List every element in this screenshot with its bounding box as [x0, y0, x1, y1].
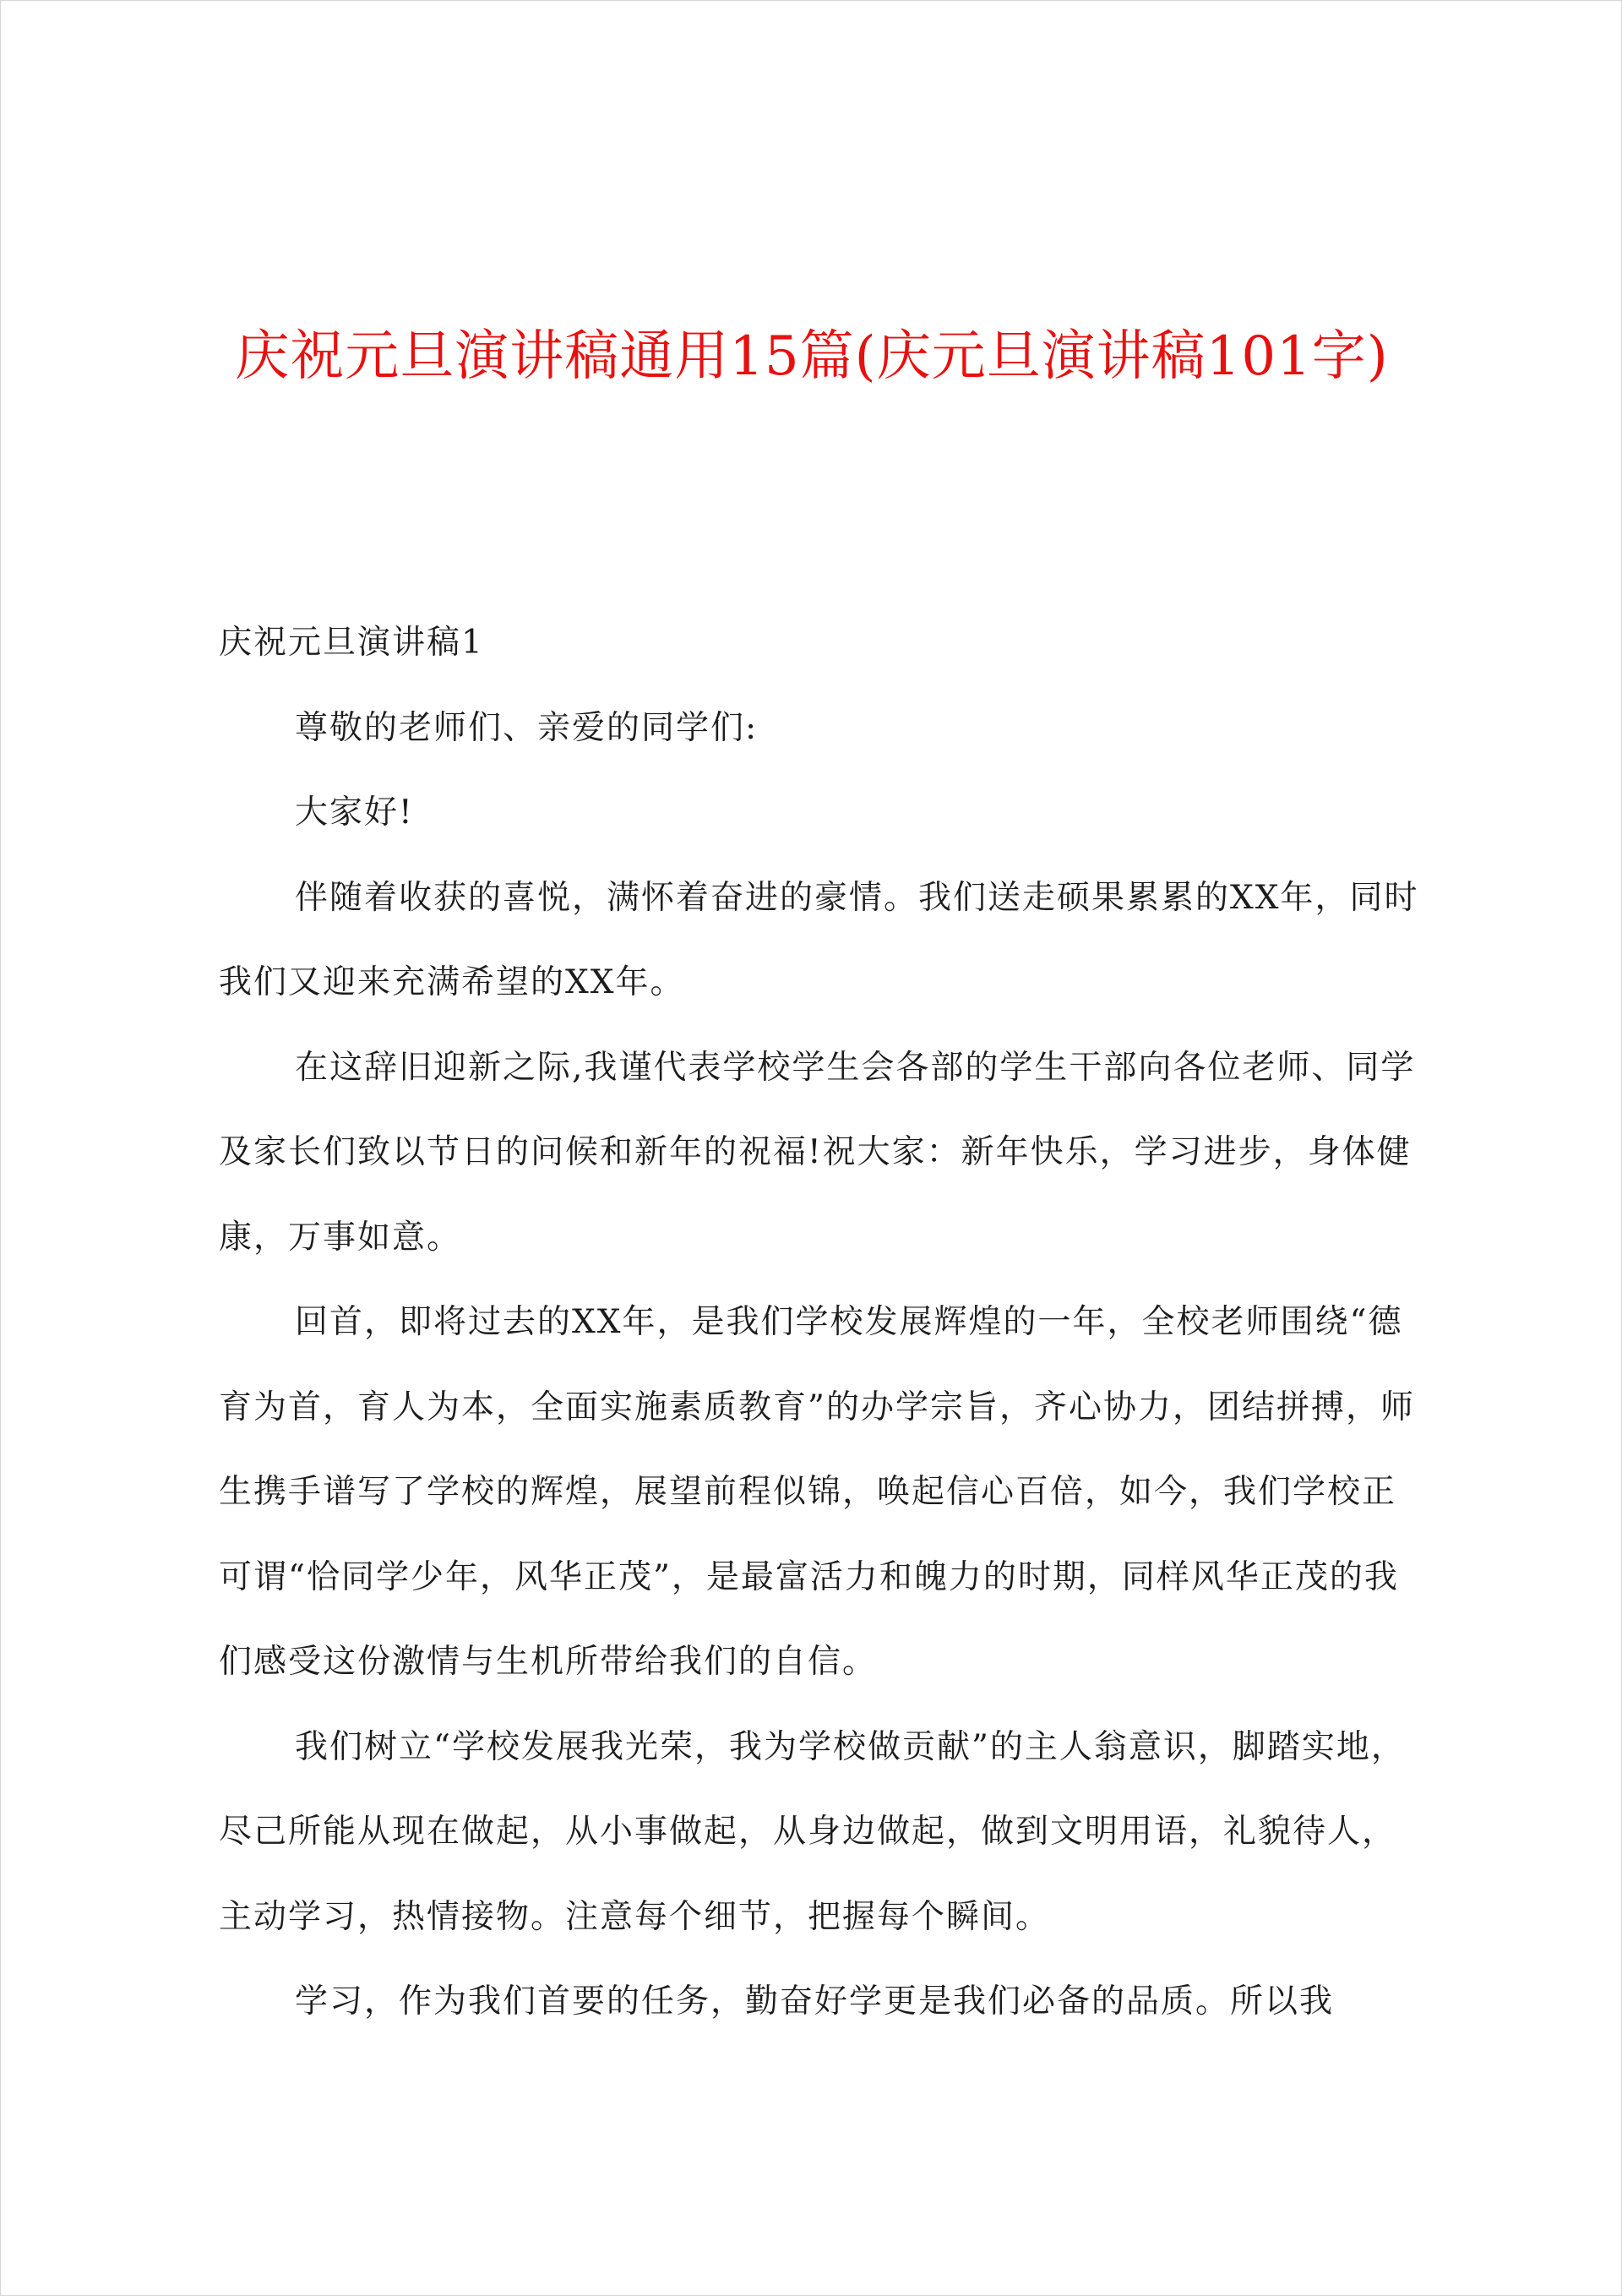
paragraph: 我们树立“学校发展我光荣，我为学校做贡献”的主人翁意识，脚踏实地，尽己所能从现在做起，从小事做起，从身边做起，做到文明用语，礼貌待人，主动学习，热情接物。注意每个细节，把握每个瞬间。	[219, 1727, 1406, 1936]
paragraph: 在这辞旧迎新之际,我谨代表学校学生会各部的学生干部向各位老师、同学及家长们致以节日的问候和新年的祝福!祝大家：新年快乐，学习进步，身体健康，万事如意。	[219, 1048, 1416, 1257]
paragraph: 回首，即将过去的XX年，是我们学校发展辉煌的一年，全校老师围绕“德育为首，育人为本，全面实施素质教育”的办学宗旨，齐心协力，团结拼搏，师生携手谱写了学校的辉煌，展望前程似锦，唤起信心百倍，如今，我们学校正可谓“恰同学少年，风华正茂”，是最富活力和魄力的时期，同样风华正茂的我们感受这份激情与生机所带给我们的自信。	[219, 1303, 1415, 1681]
paragraph-salutation: 尊敬的老师们、亲爱的同学们:	[295, 708, 759, 747]
document-title: 庆祝元旦演讲稿通用15篇(庆元旦演讲稿101字)	[235, 325, 1389, 388]
section-heading: 庆祝元旦演讲稿1	[219, 624, 484, 662]
paragraph-greeting: 大家好!	[295, 794, 414, 832]
document-body	[219, 601, 1427, 2045]
paragraph: 学习，作为我们首要的任务，勤奋好学更是我们必备的品质。所以我	[295, 1982, 1335, 2021]
paragraph: 伴随着收获的喜悦，满怀着奋进的豪情。我们送走硕果累累的XX年，同时我们又迎来充满希望的XX年。	[219, 878, 1419, 1001]
